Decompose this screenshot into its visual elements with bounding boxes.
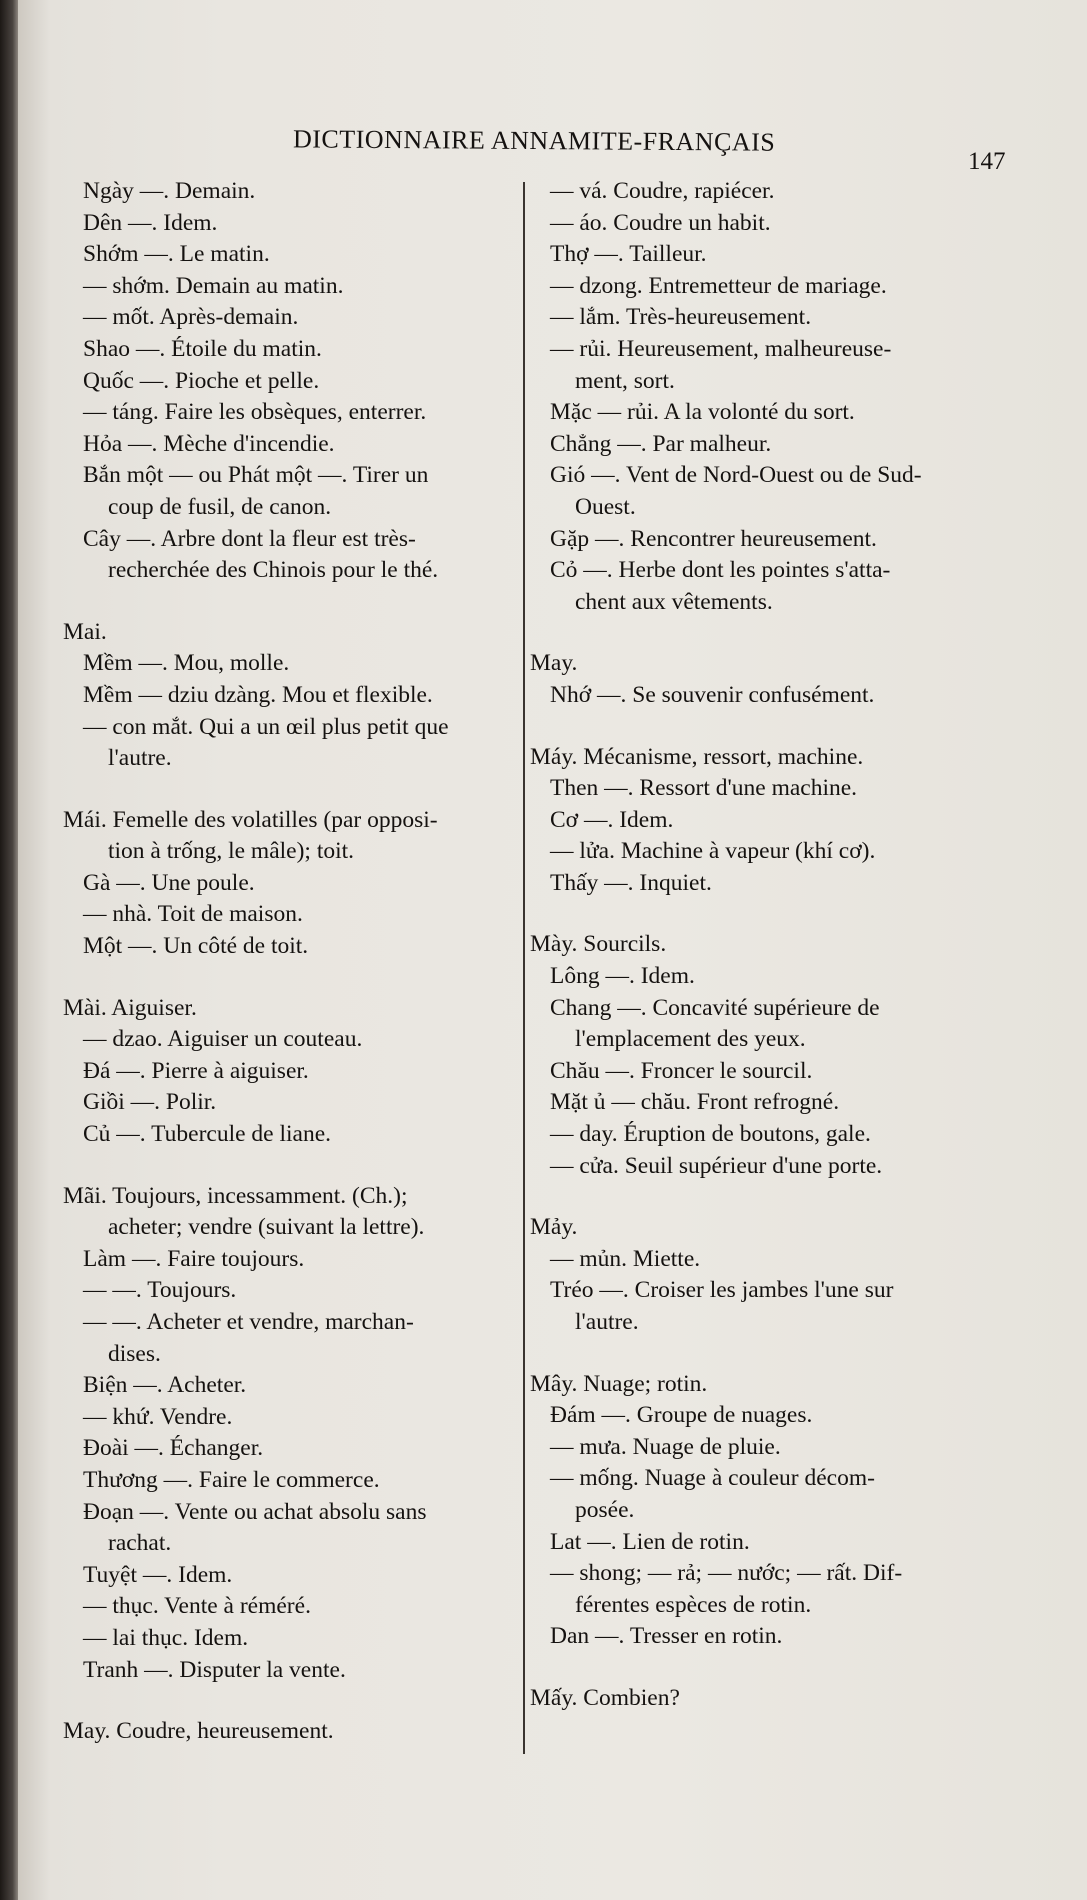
- entry-spacer: [63, 587, 523, 617]
- definition-line: Mềm — dziu dzàng. Mou et flexible.: [83, 681, 433, 708]
- definition-line: — cửa. Seuil supérieur d'une porte.: [550, 1152, 883, 1179]
- headword-line: Mày. Sourcils.: [530, 931, 667, 958]
- definition-line: — thục. Vente à réméré.: [83, 1593, 311, 1620]
- definition-line: — vá. Coudre, rapiécer.: [550, 178, 775, 204]
- definition-line: Gió —. Vent de Nord-Ouest ou de Sud-: [550, 462, 922, 489]
- definition-line: Mềm —. Mou, molle.: [83, 650, 290, 677]
- definition-line: — áo. Coudre un habit.: [550, 209, 771, 236]
- definition-line: Then —. Ressort d'une machine.: [550, 775, 858, 802]
- definition-line: — dzong. Entremetteur de mariage.: [550, 272, 887, 299]
- column-divider: [523, 182, 525, 1754]
- definition-line: l'emplacement des yeux.: [575, 1026, 806, 1053]
- definition-line: Tréo —. Croiser les jambes l'une sur: [550, 1277, 894, 1304]
- definition-line: l'autre.: [108, 745, 172, 772]
- definition-line: Thợ —. Tailleur.: [550, 241, 707, 268]
- definition-line: Quốc —. Pioche et pelle.: [83, 367, 320, 394]
- entry-spacer: [63, 1686, 523, 1716]
- definition-line: Đoài —. Échanger.: [83, 1435, 264, 1462]
- definition-line: Ngày —. Demain.: [83, 178, 256, 204]
- page-header-title: DICTIONNAIRE ANNAMITE-FRANÇAIS: [292, 124, 776, 157]
- definition-line: posée.: [575, 1496, 635, 1523]
- definition-line: rachat.: [108, 1530, 172, 1557]
- definition-line: — nhà. Toit de maison.: [83, 901, 303, 928]
- headword-line: Mây. Nuage; rotin.: [530, 1370, 708, 1397]
- definition-line: Ouest.: [575, 493, 636, 520]
- entry-spacer: [530, 618, 1010, 648]
- definition-line: Shớm —. Le matin.: [83, 241, 270, 268]
- definition-line: — shớm. Demain au matin.: [83, 272, 344, 299]
- definition-line: Chang —. Concavité supérieure de: [550, 994, 880, 1021]
- definition-line: Cơ —. Idem.: [550, 806, 674, 833]
- dictionary-page: [18, 0, 1087, 1900]
- definition-line: — shong; — rả; — nước; — rất. Dif-: [550, 1560, 903, 1587]
- entry-spacer: [63, 1151, 523, 1181]
- definition-line: recherchée des Chinois pour le thé.: [108, 557, 439, 584]
- definition-line: Shao —. Étoile du matin.: [83, 335, 322, 362]
- entry-spacer: [63, 963, 523, 993]
- definition-line: Làm —. Faire toujours.: [83, 1245, 305, 1272]
- definition-line: Bắn một — ou Phát một —. Tirer un: [83, 462, 429, 489]
- definition-line: tion à trống, le mâle); toit.: [108, 838, 355, 865]
- definition-line: — rủi. Heureusement, malheureuse-: [550, 335, 892, 362]
- definition-line: coup de fusil, de canon.: [108, 493, 332, 520]
- left-column: [63, 176, 523, 1748]
- definition-line: Hỏa —. Mèche d'incendie.: [83, 430, 335, 457]
- definition-line: — day. Éruption de boutons, gale.: [550, 1121, 871, 1148]
- definition-line: — lắm. Très-heureusement.: [550, 304, 812, 331]
- entry-spacer: [530, 1339, 1010, 1369]
- definition-line: Cỏ —. Herbe dont les pointes s'atta-: [550, 557, 891, 584]
- definition-line: Cây —. Arbre dont la fleur est très-: [83, 525, 416, 552]
- definition-line: Mặc — rủi. A la volonté du sort.: [550, 399, 855, 426]
- headword-line: Mãi. Toujours, incessamment. (Ch.);: [63, 1182, 408, 1209]
- definition-line: — mưa. Nuage de pluie.: [550, 1433, 781, 1460]
- definition-line: chent aux vêtements.: [575, 588, 773, 615]
- right-column: [530, 176, 1010, 1715]
- entry-spacer: [530, 712, 1010, 742]
- definition-line: Biện —. Acheter.: [83, 1372, 247, 1399]
- definition-line: Thương —. Faire le commerce.: [83, 1466, 380, 1493]
- headword-line: May. Coudre, heureusement.: [63, 1718, 334, 1745]
- definition-line: Tuyệt —. Idem.: [83, 1561, 233, 1588]
- headword-line: Mài. Aiguiser.: [63, 994, 197, 1021]
- definition-line: — lai thục. Idem.: [83, 1624, 249, 1651]
- headword-line: Mai.: [63, 618, 107, 645]
- definition-line: — —. Toujours.: [83, 1277, 237, 1304]
- definition-line: Dên —. Idem.: [83, 209, 218, 236]
- definition-line: — mống. Nuage à couleur décom-: [550, 1465, 875, 1492]
- definition-line: Gà —. Une poule.: [83, 869, 255, 896]
- definition-line: dises.: [108, 1340, 161, 1367]
- definition-line: Đoạn —. Vente ou achat absolu sans: [83, 1498, 427, 1525]
- entry-spacer: [63, 775, 523, 805]
- definition-line: ment, sort.: [575, 367, 675, 394]
- definition-line: l'autre.: [575, 1309, 639, 1335]
- definition-line: Một —. Un côté de toit.: [83, 933, 309, 960]
- definition-line: Giồi —. Polir.: [83, 1089, 217, 1116]
- page-number: 147: [968, 148, 1006, 175]
- definition-line: — dzao. Aiguiser un couteau.: [83, 1026, 363, 1053]
- definition-line: Chẳng —. Par malheur.: [550, 430, 772, 457]
- definition-line: Dan —. Tresser en rotin.: [550, 1623, 783, 1650]
- definition-line: — táng. Faire les obsèques, enterrer.: [83, 399, 427, 426]
- definition-line: Mặt ủ — chău. Front refrogné.: [550, 1089, 840, 1116]
- definition-line: — mốt. Après-demain.: [83, 304, 299, 331]
- definition-line: Gặp —. Rencontrer heureusement.: [550, 525, 877, 552]
- definition-line: Tranh —. Disputer la vente.: [83, 1656, 346, 1683]
- definition-line: Đá —. Pierre à aiguiser.: [83, 1057, 309, 1084]
- definition-line: — con mắt. Qui a un œil plus petit que: [83, 713, 449, 740]
- definition-line: Đám —. Groupe de nuages.: [550, 1402, 813, 1429]
- definition-line: — —. Acheter et vendre, marchan-: [83, 1309, 414, 1335]
- definition-line: Thấy —. Inquiet.: [550, 869, 712, 896]
- entry-spacer: [530, 899, 1010, 929]
- entry-spacer: [530, 1653, 1010, 1683]
- definition-line: acheter; vendre (suivant la lettre).: [108, 1214, 425, 1241]
- definition-line: Nhớ —. Se souvenir confusément.: [550, 681, 875, 708]
- headword-line: Mái. Femelle des volatilles (par opposi-: [63, 806, 438, 833]
- definition-line: Chău —. Froncer le sourcil.: [550, 1057, 813, 1084]
- definition-line: férentes espèces de rotin.: [575, 1591, 812, 1618]
- headword-line: Mấy. Combien?: [530, 1684, 680, 1711]
- headword-line: May.: [530, 650, 578, 677]
- headword-line: Máy. Mécanisme, ressort, machine.: [530, 743, 864, 770]
- headword-line: Mảy.: [530, 1214, 578, 1241]
- book-spine-edge: [0, 0, 18, 1900]
- definition-line: — mủn. Miette.: [550, 1245, 701, 1272]
- entry-spacer: [530, 1182, 1010, 1212]
- definition-line: Củ —. Tubercule de liane.: [83, 1121, 332, 1148]
- definition-line: — lửa. Machine à vapeur (khí cơ).: [550, 838, 876, 865]
- definition-line: Lat —. Lien de rotin.: [550, 1528, 750, 1555]
- definition-line: Lông —. Idem.: [550, 963, 695, 990]
- definition-line: — khứ. Vendre.: [83, 1403, 233, 1430]
